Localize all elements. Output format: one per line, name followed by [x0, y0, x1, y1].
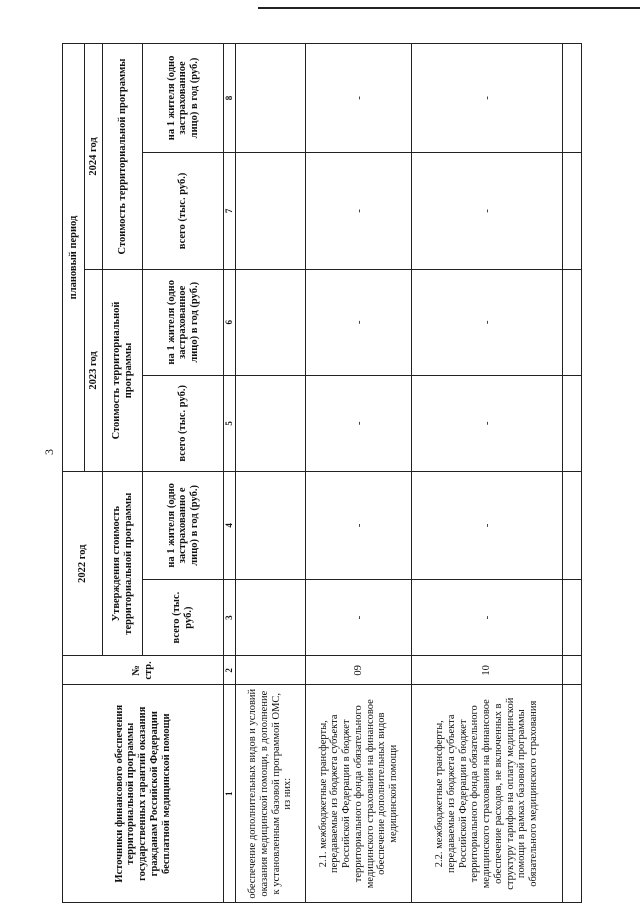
row-number: 09 [306, 656, 412, 685]
cell-value [235, 375, 305, 471]
cell-value [235, 579, 305, 656]
financing-table [62, 43, 582, 903]
cell-value: - [411, 152, 562, 269]
header-year-2022: 2022 год [63, 471, 103, 655]
table-row-empty [562, 44, 581, 903]
cell-value [235, 269, 305, 375]
header-total-2022: всего (тыс. руб.) [143, 579, 223, 656]
empty-cell [562, 44, 581, 153]
cell-value: - [411, 579, 562, 656]
row-number [235, 656, 305, 685]
table-row [235, 44, 305, 903]
header-program-cost-2023: Стоимость территориальной программы [103, 269, 143, 471]
header-total-2023: всего (тыс. руб.) [143, 375, 223, 471]
cell-value: - [411, 471, 562, 579]
header-per-person-2024: на 1 жителя (одно застрахованное лицо) в год (руб.) [143, 44, 223, 153]
empty-cell [562, 579, 581, 656]
top-rule [258, 7, 640, 9]
row-source-text: обеспечение дополнительных видов и условий оказания медицинской помощи, в дополнение к установленным базовой программой ОМС, из них: [235, 685, 305, 903]
col-number: 4 [223, 471, 235, 579]
header-row-number: № стр. [63, 656, 224, 685]
cell-value: - [306, 269, 412, 375]
table-row [411, 44, 562, 903]
row-source-text: 2.1. межбюджетные трансферты, передаваемые из бюджета субъекта Российской Федерации в бюджет территориального фонда обязательного медицинского страхования на финансовое обеспечение дополнительных видов медицинской помощи [306, 685, 412, 903]
empty-cell [562, 375, 581, 471]
header-planned-period: плановый период [63, 44, 85, 472]
header-per-person-2022: на 1 жителя (одно застрахованно е лицо) в год (руб.) [143, 471, 223, 579]
header-per-person-2023: на 1 жителя (одно застрахованное лицо) в год (руб.) [143, 269, 223, 375]
cell-value: - [306, 471, 412, 579]
col-number: 7 [223, 152, 235, 269]
header-year-2023: 2023 год [85, 269, 103, 471]
cell-value: - [411, 375, 562, 471]
cell-value: - [411, 269, 562, 375]
cell-value: - [306, 44, 412, 153]
col-number: 8 [223, 44, 235, 153]
row-source-text: 2.2. межбюджетные трансферты, передаваемые из бюджета субъекта Российской Федерации в бюджет территориального фонда обязательного медицинского страхования на финансовое обеспечение расходов, не включенных в структуру тарифов на оплату медицинской помощи в рамках базовой программы обязательного медицинского страхования [411, 685, 562, 903]
empty-cell [562, 269, 581, 375]
col-number: 5 [223, 375, 235, 471]
cell-value [235, 152, 305, 269]
cell-value: - [306, 375, 412, 471]
header-year-2024: 2024 год [85, 44, 103, 270]
table-row [306, 44, 412, 903]
cell-value [235, 44, 305, 153]
col-number: 6 [223, 269, 235, 375]
empty-cell [562, 471, 581, 579]
header-program-cost-2024: Стоимость территориальной программы [103, 44, 143, 270]
empty-cell [562, 152, 581, 269]
header-approved-cost: Утверждения стоимость территориальной программы [103, 471, 143, 655]
empty-cell [562, 656, 581, 685]
col-number: 3 [223, 579, 235, 656]
page-number: 3 [42, 449, 56, 455]
empty-cell [562, 685, 581, 903]
col-number: 1 [223, 685, 235, 903]
rotated-table-container [62, 43, 582, 903]
header-source: Источники финансового обеспечения территориальной программы государственных гарантий оказания гражданам Российской Федерации бесплатной медицинской помощи [63, 685, 224, 903]
cell-value: - [411, 44, 562, 153]
cell-value: - [306, 579, 412, 656]
row-number: 10 [411, 656, 562, 685]
cell-value: - [306, 152, 412, 269]
col-number: 2 [223, 656, 235, 685]
header-total-2024: всего (тыс. руб.) [143, 152, 223, 269]
cell-value [235, 471, 305, 579]
